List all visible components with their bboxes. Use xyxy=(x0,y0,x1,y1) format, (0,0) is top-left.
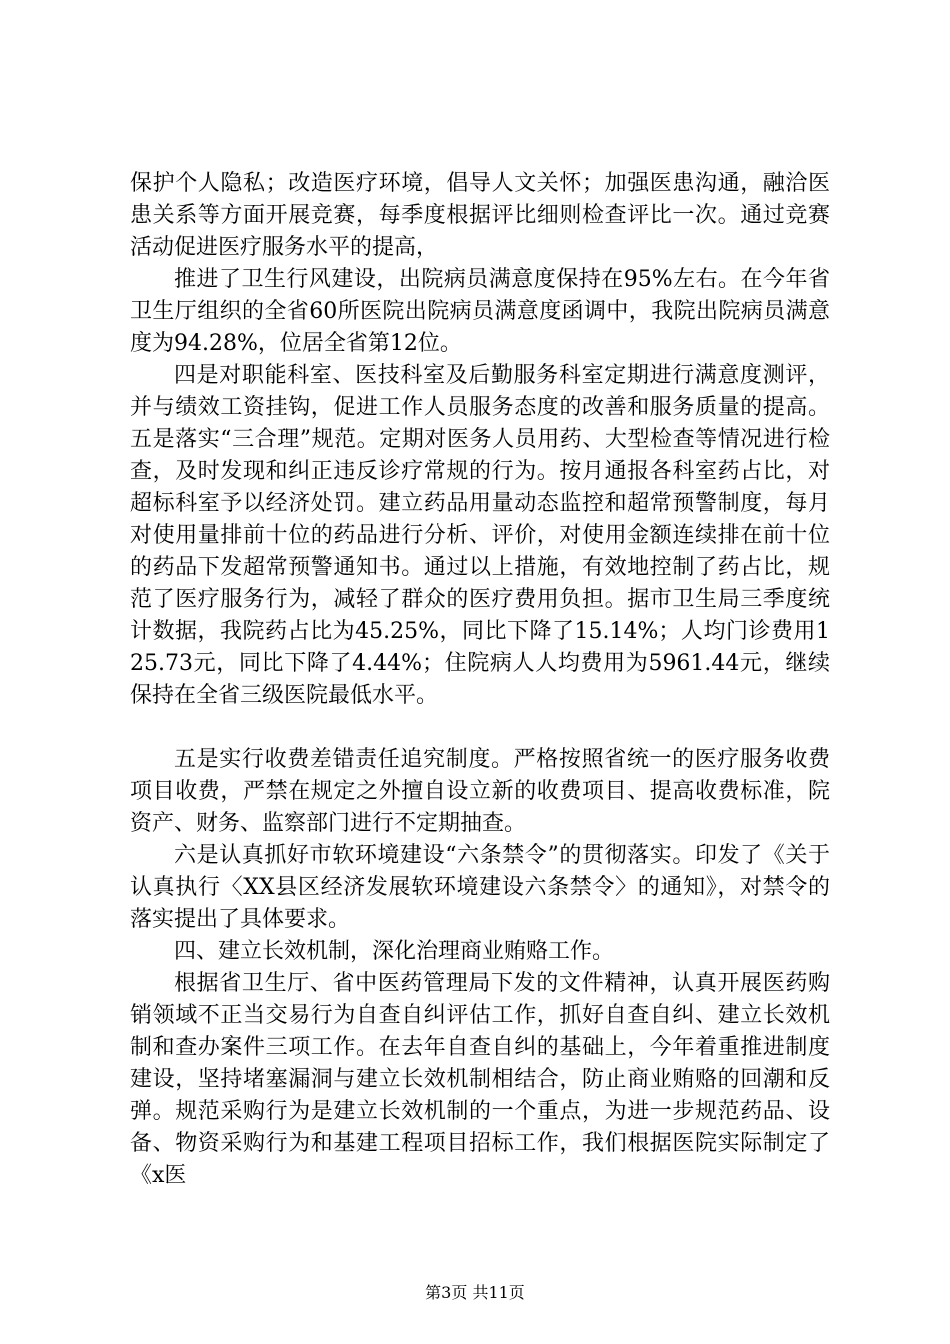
paragraph-evaluation-measures: 四是对职能科室、医技科室及后勤服务科室定期进行满意度测评，并与绩效工资挂钩，促进工作人员服务态度的改善和服务质量的提高。五是落实“三合理”规范。定期对医务人员用药、大型检查等情况进行检查，及时发现和纠正违反诊疗常规的行为。按月通报各科室药占比，对超标科室予以经济处罚。建立药品用量动态监控和超常预警制度，每月对使用量排前十位的药品进行分析、评价，对使用金额连续排在前十位的药品下发超常预警通知书。通过以上措施，有效地控制了药占比，规范了医疗服务行为，减轻了群众的医疗费用负担。据市卫生局三季度统计数据，我院药占比为45.25%，同比下降了15.14%；人均门诊费用125.73元，同比下降了4.44%；住院病人人均费用为5961.44元，继续保持在全省三级医院最低水平。 xyxy=(130,363,830,708)
paragraph-fee-accountability: 五是实行收费差错责任追究制度。严格按照省统一的医疗服务收费项目收费，严禁在规定之外擅自设立新的收费项目、提高收费标准，院资产、财务、监察部门进行不定期抽查。 xyxy=(130,747,830,836)
paragraph-anti-bribery: 根据省卫生厅、省中医药管理局下发的文件精神，认真开展医药购销领域不正当交易行为自查自纠评估工作，抓好自查自纠、建立长效机制和查办案件三项工作。在去年自查自纠的基础上，今年着重推进制度建设，坚持堵塞漏洞与建立长效机制相结合，防止商业贿赂的回潮和反弹。规范采购行为是建立长效机制的一个重点，为进一步规范药品、设备、物资采购行为和基建工程项目招标工作，我们根据医院实际制定了《x医 xyxy=(130,971,830,1188)
page-footer: 第3页 共11页 xyxy=(425,1283,525,1302)
document-body xyxy=(130,168,830,1192)
paragraph-spacer xyxy=(130,712,830,744)
paragraph-six-prohibitions: 六是认真抓好市软环境建设“六条禁令”的贯彻落实。印发了《关于认真执行〈XX县区经济发展软环境建设六条禁令〉的通知》，对禁令的落实提出了具体要求。 xyxy=(130,843,830,932)
paragraph-privacy-competition: 保护个人隐私；改造医疗环境，倡导人文关怀；加强医患沟通，融洽医患关系等方面开展竞赛，每季度根据评比细则检查评比一次。通过竞赛活动促进医疗服务水平的提高， xyxy=(130,171,830,260)
paragraph-satisfaction-rate: 推进了卫生行风建设，出院病员满意度保持在95%左右。在今年省卫生厅组织的全省60所医院出院病员满意度函调中，我院出院病员满意度为94.28%，位居全省第12位。 xyxy=(130,267,830,356)
section-heading-long-term-mechanism: 四、建立长效机制，深化治理商业贿赂工作。 xyxy=(174,939,615,964)
